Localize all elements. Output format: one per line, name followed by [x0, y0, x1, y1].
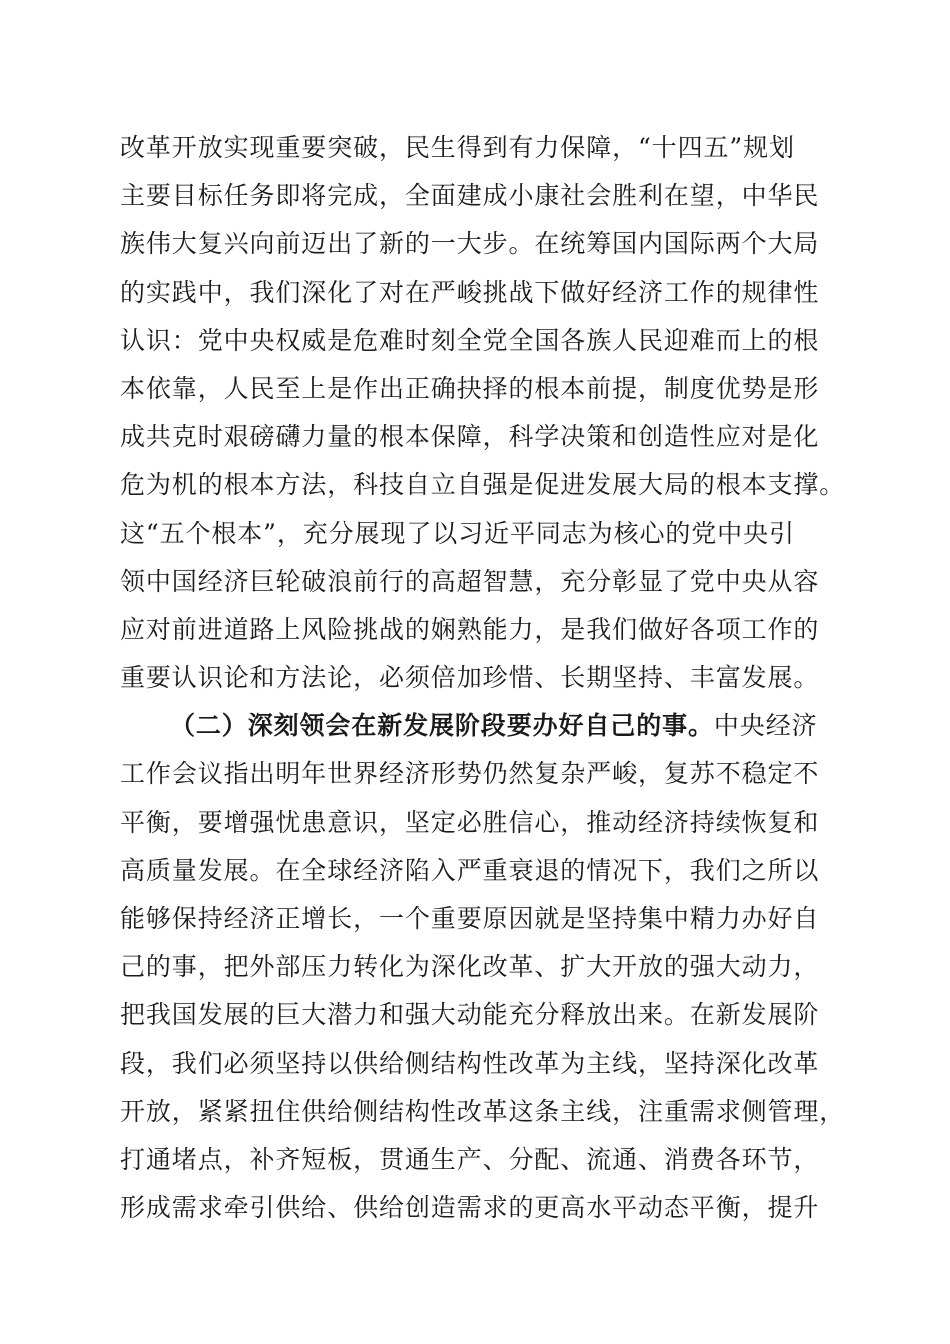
paragraph-line: 族伟大复兴向前迈出了新的一大步。在统筹国内国际两个大局 [120, 229, 820, 259]
paragraph-line: 这“五个根本”，充分展现了以习近平同志为核心的党中央引 [120, 518, 795, 548]
section-2-first-line [120, 702, 835, 750]
paragraph-line: 应对前进道路上风险挑战的娴熟能力，是我们做好各项工作的 [120, 614, 820, 644]
paragraph-line: 本依靠，人民至上是作出正确抉择的根本前提，制度优势是形 [120, 373, 820, 403]
paragraph-line: 重要认识论和方法论，必须倍加珍惜、长期坚持、丰富发展。 [120, 663, 820, 693]
paragraph-line: 的实践中，我们深化了对在严峻挑战下做好经济工作的规律性 [120, 277, 820, 307]
paragraph-line: 主要目标任务即将完成，全面建成小康社会胜利在望，中华民 [120, 181, 820, 211]
body-text [120, 124, 846, 1232]
paragraph-line: 领中国经济巨轮破浪前行的高超智慧，充分彰显了党中央从容 [120, 566, 820, 596]
paragraph-line: 把我国发展的巨大潜力和强大动能充分释放出来。在新发展阶 [120, 1000, 820, 1030]
section-2-first-line-tail: 中央经济 [713, 711, 818, 741]
paragraph-line: 工作会议指出明年世界经济形势仍然复杂严峻，复苏不稳定不 [120, 759, 820, 789]
paragraph-line: 能够保持经济正增长，一个重要原因就是坚持集中精力办好自 [120, 904, 820, 933]
paragraph-line: 段，我们必须坚持以供给侧结构性改革为主线，坚持深化改革 [120, 1048, 820, 1078]
paragraph-line: 开放，紧紧扭住供给侧结构性改革这条主线，注重需求侧管理， [120, 1096, 846, 1126]
paragraph-line: 高质量发展。在全球经济陷入严重衰退的情况下，我们之所以 [120, 855, 820, 885]
paragraph-line: 成共克时艰磅礴力量的根本保障，科学决策和创造性应对是化 [120, 422, 820, 452]
paragraph-line: 打通堵点，补齐短板，贯通生产、分配、流通、消费各环节， [120, 1144, 820, 1174]
paragraph-line: 认识：党中央权威是危难时刻全党全国各族人民迎难而上的根 [120, 325, 820, 355]
paragraph-line: 危为机的根本方法，科技自立自强是促进发展大局的根本支撑。 [120, 470, 846, 500]
paragraph-line: 形成需求牵引供给、供给创造需求的更高水平动态平衡，提升 [120, 1193, 820, 1223]
paragraph-line: 平衡，要增强忧患意识，坚定必胜信心，推动经济持续恢复和 [120, 807, 820, 837]
section-2-heading: （二）深刻领会在新发展阶段要办好自己的事。 [170, 711, 714, 741]
paragraph-line: 改革开放实现重要突破，民生得到有力保障，“十四五”规划 [120, 133, 795, 162]
paragraph-line: 己的事，把外部压力转化为深化改革、扩大开放的强大动力， [120, 952, 820, 982]
